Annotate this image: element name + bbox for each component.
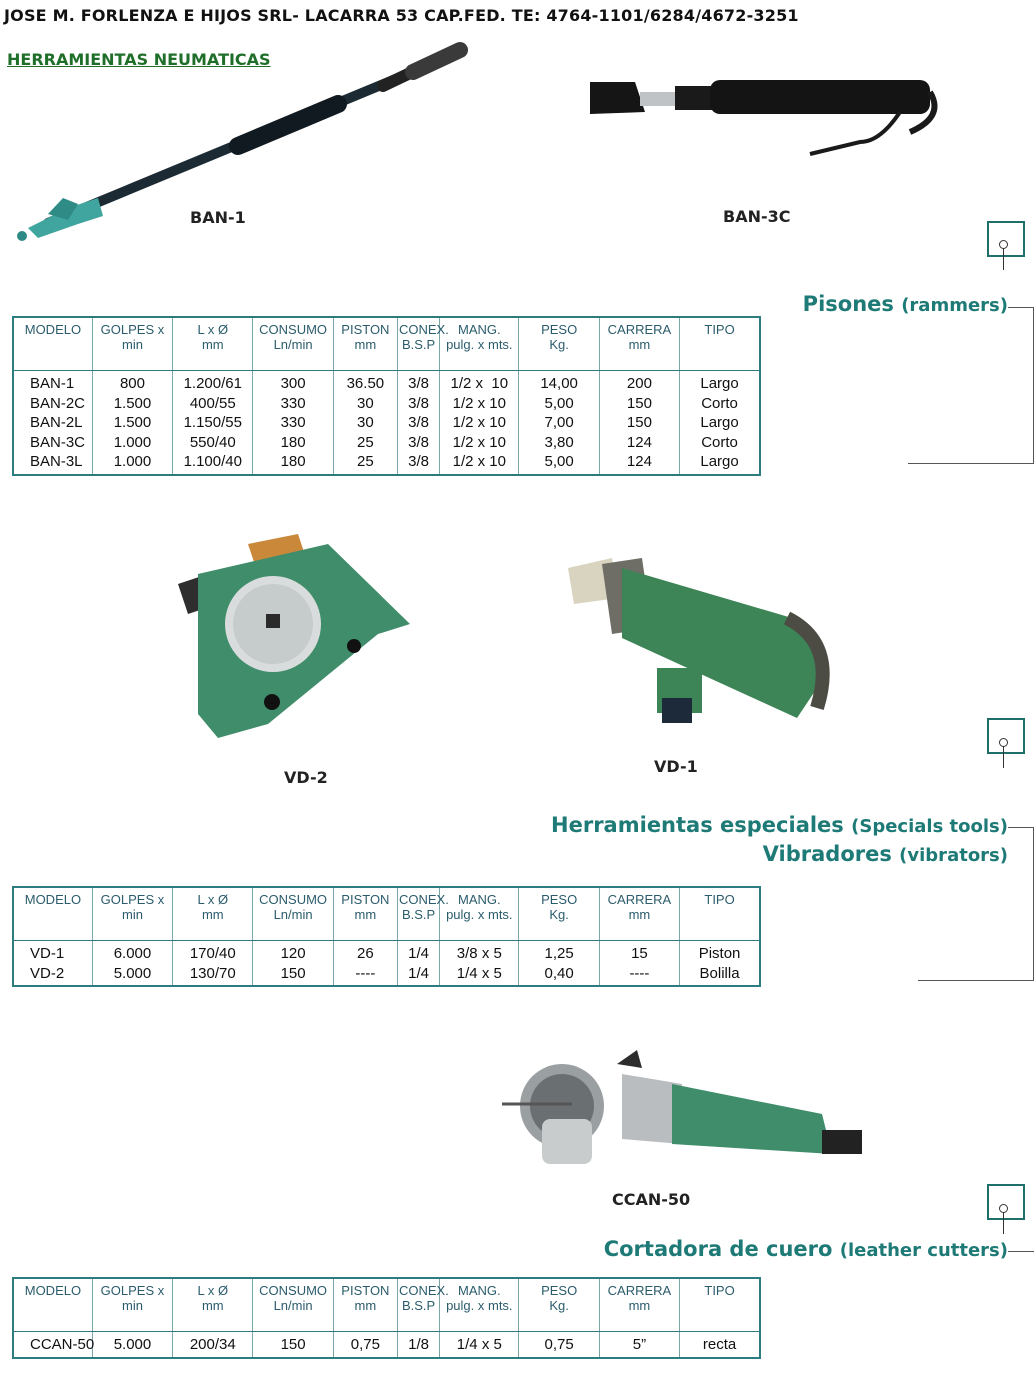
table-header-cell: MANG. pulg. x mts.: [440, 887, 519, 941]
table-cell: 3/8: [398, 433, 440, 453]
section-rule: [918, 980, 1034, 981]
table-header-cell: PISTON mm: [333, 887, 397, 941]
table-row: [13, 394, 760, 414]
table-row: [13, 964, 760, 987]
table-header-cell: CONSUMO Ln/min: [253, 317, 333, 371]
table-cell: VD-1: [30, 945, 65, 962]
section-rule: [1008, 307, 1034, 308]
table-cell: 124: [599, 433, 679, 453]
table-cell: 3,80: [519, 433, 599, 453]
table-cell: 15: [599, 941, 679, 964]
table-row: [13, 941, 760, 964]
table-cell: 5.000: [92, 1332, 172, 1358]
table-cell: 1.200/61: [173, 371, 253, 394]
table-cell: 0,40: [519, 964, 599, 987]
table-cell: 330: [253, 413, 333, 433]
table-cell: 3/8: [398, 413, 440, 433]
table-cell: BAN-3C: [30, 433, 86, 451]
pin-icon: [987, 718, 1025, 754]
section-rule: [908, 463, 1034, 464]
table-header-row: [13, 317, 760, 371]
ban-1-caption: BAN-1: [190, 208, 246, 227]
company-header: JOSE M. FORLENZA E HIJOS SRL- LACARRA 53 CAP.FED. TE: 4764-1101/6284/4672-3251: [4, 6, 799, 25]
table-row: [13, 371, 760, 394]
table-header-cell: MANG. pulg. x mts.: [440, 317, 519, 371]
ban-3c-image: [580, 72, 950, 172]
section-title-pisones: Pisones (rammers): [802, 292, 1008, 316]
table-cell: 6.000: [92, 941, 172, 964]
table-cell: 1/2 x 10: [440, 371, 519, 394]
table-header-cell: CONEX. B.S.P: [398, 1278, 440, 1332]
table-cell: Bolilla: [680, 964, 760, 987]
table-cell: 14,00: [519, 371, 599, 394]
table-cell: 1,25: [519, 941, 599, 964]
table-cell: 200: [599, 371, 679, 394]
table-cell: 1/8: [398, 1332, 440, 1358]
ccan-50-image: [502, 1044, 872, 1172]
table-row: [13, 433, 760, 453]
section-title-especiales: Herramientas especiales (Specials tools): [551, 813, 1008, 837]
table-cell: 130/70: [173, 964, 253, 987]
table-cell: 800: [92, 371, 172, 394]
table-cell: 5,00: [519, 394, 599, 414]
table-header-cell: MODELO: [13, 1278, 92, 1332]
pin-icon: [987, 1184, 1025, 1220]
table-cell: 36.50: [333, 371, 397, 394]
table-header-cell: TIPO: [680, 317, 760, 371]
table-cell: 330: [253, 394, 333, 414]
table-cell: Corto: [680, 433, 760, 453]
table-cell: 26: [333, 941, 397, 964]
table-header-cell: L x Ø mm: [173, 887, 253, 941]
table-cell: 300: [253, 371, 333, 394]
table-cell: recta: [680, 1332, 760, 1358]
table-cell: 150: [599, 394, 679, 414]
table-cell: 150: [253, 964, 333, 987]
table-cell: 25: [333, 433, 397, 453]
table-cell: 1.000: [92, 452, 172, 475]
table-header-cell: CONSUMO Ln/min: [253, 887, 333, 941]
table-cell: VD-2: [30, 964, 65, 982]
table-header-cell: L x Ø mm: [173, 1278, 253, 1332]
rammers-spec-table: [12, 316, 761, 476]
pin-icon-stem: [1003, 248, 1004, 270]
table-cell: CCAN-50: [30, 1336, 95, 1353]
table-row: [13, 413, 760, 433]
table-cell: 3/8: [398, 394, 440, 414]
table-cell: 200/34: [173, 1332, 253, 1358]
table-cell: 550/40: [173, 433, 253, 453]
pin-icon-stem: [1003, 1212, 1004, 1234]
table-cell: 1/4 x 5: [440, 964, 519, 987]
table-cell: 400/55: [173, 394, 253, 414]
vd-1-caption: VD-1: [654, 757, 698, 776]
table-row: [13, 1332, 760, 1358]
table-cell: 180: [253, 452, 333, 475]
table-header-cell: CARRERA mm: [599, 317, 679, 371]
table-cell: ----: [333, 964, 397, 987]
table-header-cell: MODELO: [13, 317, 92, 371]
table-cell: 1.150/55: [173, 413, 253, 433]
table-cell: 1/2 x 10: [440, 394, 519, 414]
table-cell: 1/2 x 10: [440, 452, 519, 475]
section-title-vibradores: Vibradores (vibrators): [762, 842, 1008, 866]
table-header-cell: PESO Kg.: [519, 1278, 599, 1332]
table-cell: Corto: [680, 394, 760, 414]
vibrators-spec-table: [12, 886, 761, 987]
vd-2-caption: VD-2: [284, 768, 328, 787]
table-header-row: [13, 1278, 760, 1332]
table-cell: BAN-3L: [30, 453, 83, 470]
table-cell: 1/2 x 10: [440, 433, 519, 453]
table-cell: Piston: [680, 941, 760, 964]
table-cell: 1/4 x 5: [440, 1332, 519, 1358]
pin-icon-stem: [1003, 746, 1004, 768]
table-cell: 0,75: [519, 1332, 599, 1358]
table-cell: 120: [253, 941, 333, 964]
table-header-cell: PESO Kg.: [519, 887, 599, 941]
table-cell: 30: [333, 394, 397, 414]
table-header-cell: GOLPES x min: [92, 887, 172, 941]
table-header-cell: TIPO: [680, 1278, 760, 1332]
vd-2-image: [178, 524, 410, 738]
section-rule: [1008, 827, 1034, 828]
table-cell: ----: [599, 964, 679, 987]
table-cell: 5”: [599, 1332, 679, 1358]
table-cell: 170/40: [173, 941, 253, 964]
table-cell: 1/4: [398, 941, 440, 964]
table-cell: 150: [599, 413, 679, 433]
table-cell: 3/8: [398, 452, 440, 475]
table-cell: 0,75: [333, 1332, 397, 1358]
table-cell: BAN-1: [30, 375, 75, 392]
table-header-cell: MODELO: [13, 887, 92, 941]
table-cell: 150: [253, 1332, 333, 1358]
section-rule: [1008, 1251, 1034, 1252]
cutters-spec-table: [12, 1277, 761, 1359]
table-cell: 7,00: [519, 413, 599, 433]
table-header-cell: PISTON mm: [333, 317, 397, 371]
category-title: HERRAMIENTAS NEUMATICAS: [7, 50, 271, 69]
table-header-cell: L x Ø mm: [173, 317, 253, 371]
table-cell: BAN-2L: [30, 414, 83, 431]
table-header-cell: CONEX. B.S.P: [398, 317, 440, 371]
section-title-cortadora: Cortadora de cuero (leather cutters): [603, 1237, 1008, 1261]
vd-1-image: [562, 558, 837, 728]
table-cell: 180: [253, 433, 333, 453]
table-header-cell: CONSUMO Ln/min: [253, 1278, 333, 1332]
table-cell: 1.500: [92, 413, 172, 433]
table-header-cell: CARRERA mm: [599, 887, 679, 941]
pin-icon: [987, 221, 1025, 257]
table-header-row: [13, 887, 760, 941]
table-cell: BAN-2C: [30, 394, 86, 412]
table-cell: 30: [333, 413, 397, 433]
table-cell: 25: [333, 452, 397, 475]
table-cell: 3/8 x 5: [440, 941, 519, 964]
table-cell: 1.100/40: [173, 452, 253, 475]
table-cell: 5,00: [519, 452, 599, 475]
table-cell: 1.000: [92, 433, 172, 453]
table-cell: 1/4: [398, 964, 440, 987]
table-header-cell: GOLPES x min: [92, 1278, 172, 1332]
table-cell: Largo: [680, 413, 760, 433]
table-cell: 1.500: [92, 394, 172, 414]
table-header-cell: CARRERA mm: [599, 1278, 679, 1332]
table-header-cell: PESO Kg.: [519, 317, 599, 371]
table-cell: Largo: [680, 452, 760, 475]
table-row: [13, 452, 760, 475]
table-header-cell: GOLPES x min: [92, 317, 172, 371]
table-header-cell: CONEX. B.S.P: [398, 887, 440, 941]
table-cell: 3/8: [398, 371, 440, 394]
table-header-cell: PISTON mm: [333, 1278, 397, 1332]
table-cell: 1/2 x 10: [440, 413, 519, 433]
table-header-cell: TIPO: [680, 887, 760, 941]
table-cell: Largo: [680, 371, 760, 394]
table-header-cell: MANG. pulg. x mts.: [440, 1278, 519, 1332]
table-cell: 124: [599, 452, 679, 475]
ccan-50-caption: CCAN-50: [612, 1190, 691, 1209]
ban-3c-caption: BAN-3C: [723, 207, 791, 226]
table-cell: 5.000: [92, 964, 172, 987]
